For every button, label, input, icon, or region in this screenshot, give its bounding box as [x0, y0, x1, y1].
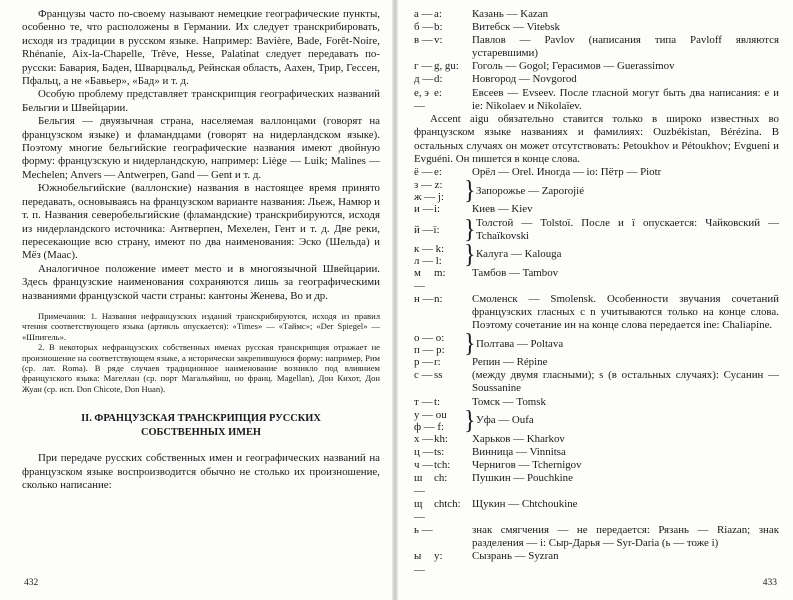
- fr-letter: r:: [434, 356, 441, 369]
- ru-letter: ь —: [414, 524, 433, 537]
- letter-group: [414, 406, 779, 435]
- transcription-table-top: [414, 8, 779, 113]
- table-row: [414, 293, 779, 332]
- table-row: [414, 73, 779, 86]
- example: Пушкин — Pouchkine: [472, 471, 573, 484]
- letter-pair: у — ou: [414, 408, 447, 421]
- letter-group: [414, 329, 779, 359]
- ru-letter: б —: [414, 21, 434, 34]
- brace-icon: }: [464, 406, 476, 435]
- fr-letter: e:: [434, 86, 442, 99]
- fr-letter: tch:: [434, 458, 451, 471]
- footnote: 2. В некоторых нефранцузских собственных именах русская транскрипция отражает не произношение на соответствующем языке, а исторически закрепившуюся форму: например, Рим (ср. лат. Roma). В ряде случаев традиционное наименование возникло под влиянием французского языка: Магеллан (ср. порт Магальяйнш, но франц. Magellan), Дон Кихот, Дон Жуан (ср. исп. Don Chicote, Don Huan).: [22, 342, 380, 394]
- ru-letter: т —: [414, 395, 433, 408]
- example: Щукин — Chtchoukine: [472, 498, 578, 511]
- ru-letter: г —: [414, 60, 433, 73]
- transcription-table-bottom: [414, 433, 779, 577]
- example: Орёл — Orel. Иногда — io: Пётр — Piotr: [472, 166, 662, 179]
- example: Гоголь — Gogol; Герасимов — Guerassimov: [472, 60, 675, 73]
- table-row: [414, 60, 779, 73]
- fr-letter: g, gu:: [434, 60, 459, 73]
- page-number: 432: [24, 578, 39, 588]
- table-row: [414, 267, 779, 293]
- fr-letter: kh:: [434, 432, 448, 445]
- paragraph: Особую проблему представляет транскрипция географических названий Бельгии и Швейцарии.: [22, 88, 380, 114]
- letter-pair: л — l:: [414, 254, 442, 267]
- ru-letter: щ —: [414, 498, 425, 524]
- example: Киев — Kiev: [472, 203, 533, 216]
- letter-group: [414, 177, 779, 206]
- ru-letter: р —: [414, 356, 434, 369]
- brace-icon: }: [464, 177, 476, 206]
- example: Новгород — Novgorod: [472, 73, 577, 86]
- letter-pair: й —ï:: [414, 223, 440, 236]
- paragraph: Французы часто по-своему называют немецкие географические пункты, особенно те, что расположены в Германии. Их следует транскрибировать, исходя из традиции в русском языке. Например: Bavière, Bade, Forêt-Noire, Rhénanie, Aix-la-Chapelle, Trêve, Hesse, Palatinat следует передавать по-русски: Бавария, Баден, Шварцвальд, Рейнская область, Аахен, Трир, Гессен, Пфальц, а не «Бавьер», «Бад» и т. д.: [22, 8, 380, 88]
- letter-pair: п — p:: [414, 344, 445, 357]
- table-row: [414, 21, 779, 34]
- fr-letter: y:: [434, 550, 443, 563]
- letter-pair: о — o:: [414, 332, 445, 345]
- fr-letter: i:: [434, 203, 441, 216]
- ru-letter: а —: [414, 8, 433, 20]
- paragraph: Бельгия — двуязычная страна, населяемая валлонцами (говорят на французском языке) и фламандцами (говорят на нидерландском языке). Поэтому многие бельгийские географические названия имеют двойную форму: французскую и нидерландскую, например: Liège — Luik; Malines — Mechelen; Anvers — Antwerpen, Gand — Gent и т. д.: [22, 115, 380, 181]
- example: Полтава — Poltava: [476, 337, 564, 350]
- letter-group: [414, 240, 779, 270]
- fr-letter: ch:: [434, 471, 448, 484]
- fr-letter: d:: [434, 73, 443, 86]
- letter-group: [414, 217, 779, 243]
- table-row: [414, 34, 779, 60]
- ru-letter: и —: [414, 203, 434, 216]
- ru-letter: ц —: [414, 445, 434, 458]
- example: знак смягчения — не передается: Рязань — Riazan; знак разделения — i: Сыр-Дарья — Syr-Daria (ь — тоже i): [472, 524, 779, 550]
- table-row: [414, 446, 779, 459]
- fr-letter: a:: [434, 8, 442, 20]
- page-number: 433: [762, 578, 777, 588]
- table-row: [414, 550, 779, 576]
- ru-letter: с —: [414, 369, 433, 382]
- fr-letter: t:: [434, 395, 441, 408]
- example: Витебск — Vitebsk: [472, 21, 560, 34]
- table-row: [414, 369, 779, 395]
- brace-icon: }: [464, 240, 476, 270]
- fr-letter: e:: [434, 166, 442, 179]
- fr-letter: ts:: [434, 445, 445, 458]
- example: Тамбов — Tambov: [472, 266, 559, 279]
- table-row: [414, 87, 779, 113]
- left-page: [0, 0, 392, 600]
- letter-pair: ф — f:: [414, 420, 445, 433]
- ru-letter: ч —: [414, 458, 434, 471]
- ru-letter: м —: [414, 266, 425, 292]
- example: Смоленск — Smolensk. Особенности звучания сочетаний французских гласных с n учитываются только на конце слова. Поэтому сочетание ин на конце слова передается ine: Chaliapine.: [472, 292, 779, 332]
- ru-letter: ш —: [414, 471, 425, 497]
- fr-letter: b:: [434, 21, 443, 34]
- table-row: [414, 524, 779, 550]
- accent-paragraph: Accent aigu обязательно ставится только в широко известных во французском языке названиях и фамилиях: Ouzbékistan, Bérézina. В остальных случаях он может отсутствовать: Petoukhov и Pétoukhov; Evgueni и Evguéni. Он пишется в конце слова.: [414, 112, 779, 165]
- example: Калуга — Kalouga: [476, 248, 562, 261]
- paragraph: Южнобельгийские (валлонские) названия в настоящее время принято передавать, основываясь на французском варианте названия: Льеж, Намюр и т. п. Названия северобельгийские (фламандские) транскрибируются, исходя из нидерландского источника: Антверпен, Мехелен, Гент и т. д. Две реки, пересекающие всю страну, имеют по два наименования: Эско (Шельда) и Мёз (Маас).: [22, 182, 380, 262]
- fr-letter: v:: [434, 34, 443, 47]
- ru-letter: е, э —: [414, 86, 429, 112]
- example: Чернигов — Tchernigov: [472, 458, 582, 471]
- paragraph: Аналогичное положение имеет место и в многоязычной Швейцарии. Здесь французские наименования сохраняются лишь за географическими названиями французской части страны: кантоны Женева, Во и др.: [22, 262, 380, 302]
- table-row: [414, 459, 779, 472]
- ru-letter: ы —: [414, 550, 425, 576]
- letter-pair: к — k:: [414, 242, 445, 255]
- example: Запорожье — Zaporojié: [476, 184, 585, 197]
- closing-paragraph: При передаче русских собственных имен и географических названий на французском языке воспроизводится обычно не столько их произношение, сколько написание:: [22, 452, 380, 491]
- fr-letter: n:: [434, 292, 443, 305]
- example: Харьков — Kharkov: [472, 432, 565, 445]
- fr-letter: ss: [434, 369, 443, 382]
- example: (между двумя гласными); s (в остальных случаях): Сусанин — Soussanine: [472, 369, 779, 395]
- brace-icon: }: [464, 215, 476, 244]
- ru-letter: н —: [414, 292, 434, 305]
- section-title-line: СОБСТВЕННЫХ ИМЕН: [140, 427, 262, 439]
- table-row: [414, 472, 779, 498]
- letter-pair: ж — j:: [414, 191, 444, 204]
- table-row: [414, 498, 779, 524]
- brace-icon: }: [464, 329, 476, 359]
- ru-letter: ё —: [414, 166, 433, 179]
- example: Павлов — Pavlov (написания типа Pavloff являются устаревшими): [472, 34, 779, 60]
- fr-letter: chtch:: [434, 498, 461, 511]
- letter-pair: з — z:: [414, 179, 443, 192]
- fr-letter: [434, 524, 472, 550]
- example: Евсеев — Evseev. После гласной могут быть два написания: e и ie: Nikolaev и Nikolaïev.: [472, 86, 779, 112]
- ru-letter: в —: [414, 34, 433, 47]
- example: Томск — Tomsk: [472, 395, 546, 408]
- section-title-line: II. ФРАНЦУЗСКАЯ ТРАНСКРИПЦИЯ РУССКИХ: [81, 413, 321, 425]
- fr-letter: m:: [434, 266, 446, 279]
- right-page: [398, 0, 793, 600]
- ru-letter: д —: [414, 73, 434, 86]
- table-row: [414, 203, 779, 216]
- example: Сызрань — Syzran: [472, 550, 559, 563]
- ru-letter: х —: [414, 432, 434, 445]
- table-row: [414, 8, 779, 21]
- example: Репин — Répine: [472, 356, 548, 369]
- example: Толстой — Tolstoï. После и ï опускается: Чайковский — Tchaïkovski: [476, 216, 779, 242]
- example: Уфа — Oufa: [476, 414, 534, 427]
- example: Казань — Kazan: [472, 8, 549, 20]
- footnote: Примечания: 1. Названия нефранцузских изданий транскрибируются, исходя из правил чтения соответствующего языка (артикль опускается): «Times» — «Таймс»; «Der Spiegel» — «Шпигель».: [22, 310, 380, 342]
- example: Винница — Vinnitsa: [472, 445, 566, 458]
